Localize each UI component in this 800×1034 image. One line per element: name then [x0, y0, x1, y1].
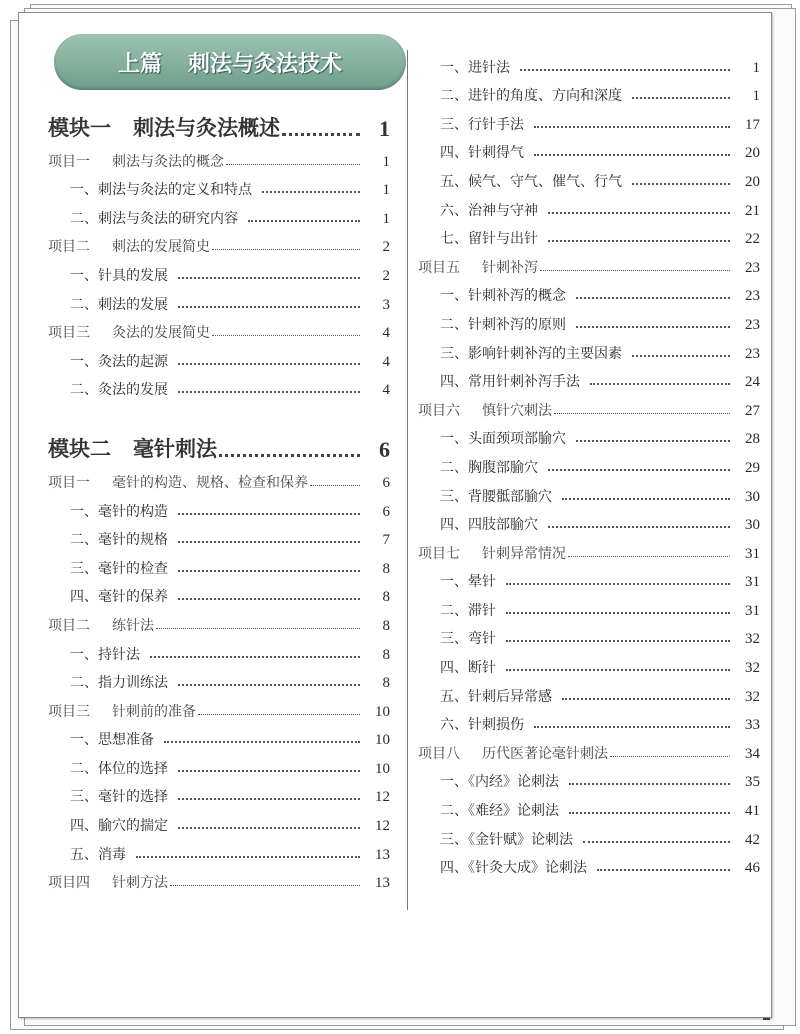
toc-item-entry [418, 706, 760, 735]
page-number: 28 [745, 431, 760, 448]
entry-title [48, 112, 280, 142]
dot-leader [534, 126, 730, 128]
page-number: 1 [382, 182, 390, 199]
page-number: 8 [382, 675, 390, 692]
entry-title: 二、针刺补泻的原则 [440, 316, 566, 333]
entry-title: 七、留针与出针 [440, 231, 538, 248]
entry-label: 模块一 [48, 116, 111, 140]
page-number: 46 [745, 860, 760, 877]
dot-leader [506, 612, 730, 614]
page-number: 8 [382, 617, 390, 634]
toc-item-entry [418, 677, 760, 706]
dot-leader [198, 714, 360, 715]
entry-title-text: 慎针穴刺法 [482, 402, 552, 419]
toc-project-entry [48, 142, 390, 171]
entry-title [48, 472, 308, 492]
entry-title: 四、针刺得气 [440, 145, 524, 162]
dot-leader [178, 391, 360, 393]
page-number: 32 [745, 688, 760, 705]
entry-title-text: 针刺补泻 [482, 259, 538, 276]
toc-item-entry [48, 721, 390, 750]
page-number: 41 [745, 803, 760, 820]
dot-leader [569, 812, 730, 814]
entry-title: 二、滞针 [440, 602, 496, 619]
toc-item-entry [418, 420, 760, 449]
entry-title: 一、针具的发展 [70, 267, 168, 284]
page-number: 34 [745, 745, 760, 762]
entry-title: 二、体位的选择 [70, 760, 168, 777]
dot-leader [506, 669, 730, 671]
entry-label: 模块二 [48, 437, 111, 462]
page-number: 29 [745, 459, 760, 476]
dot-leader [178, 770, 360, 772]
entry-title: 三、影响针刺补泻的主要因素 [440, 345, 622, 362]
entry-title: 五、针刺后异常感 [440, 688, 552, 705]
toc-item-entry [418, 191, 760, 220]
toc-item-entry [48, 199, 390, 228]
dot-leader [178, 541, 360, 543]
entry-title [48, 236, 210, 256]
toc-item-entry [418, 506, 760, 535]
toc-item-entry [418, 77, 760, 106]
entry-title-text: 灸法的发展简史 [112, 325, 210, 342]
entry-title: 一、毫针的构造 [70, 503, 168, 520]
page-number: 31 [745, 545, 760, 562]
entry-title-text: 练针法 [112, 617, 154, 634]
dot-leader [310, 485, 360, 486]
page-number: 12 [375, 789, 390, 806]
dot-leader [506, 583, 730, 585]
entry-title: 五、消毒 [70, 846, 126, 863]
dot-leader [136, 856, 360, 858]
toc-item-entry [48, 342, 390, 371]
toc-item-entry [418, 849, 760, 878]
entry-title: 一、晕针 [440, 574, 496, 591]
dot-leader [576, 297, 730, 299]
toc-project-entry [48, 864, 390, 893]
toc-item-entry [418, 162, 760, 191]
dot-leader [248, 220, 360, 222]
entry-title-text: 针刺异常情况 [482, 545, 566, 562]
entry-title [48, 322, 210, 342]
toc-item-entry [48, 835, 390, 864]
toc-item-entry [48, 635, 390, 664]
entry-label: 项目四 [48, 875, 90, 892]
dot-leader [548, 469, 730, 471]
page-number: 3 [382, 296, 390, 313]
entry-title: 三、行针手法 [440, 116, 524, 133]
toc-right-column [418, 48, 760, 877]
page-number: 23 [745, 288, 760, 305]
entry-title [418, 543, 566, 563]
dot-leader [576, 440, 730, 442]
dot-leader [212, 335, 360, 336]
entry-label: 项目一 [48, 153, 90, 170]
page-number: 12 [375, 818, 390, 835]
entry-title: 三、毫针的检查 [70, 560, 168, 577]
entry-title: 二、毫针的规格 [70, 532, 168, 549]
toc-item-entry [48, 371, 390, 400]
toc-item-entry [418, 591, 760, 620]
page-number: 6 [382, 474, 390, 491]
toc-project-entry [48, 606, 390, 635]
entry-title: 一、进针法 [440, 59, 510, 76]
entry-title-text: 刺法的发展简史 [112, 239, 210, 256]
dot-leader [164, 741, 360, 743]
toc-item-entry [418, 448, 760, 477]
entry-label: 项目八 [418, 745, 460, 762]
toc-item-entry [418, 220, 760, 249]
dot-leader [534, 154, 730, 156]
entry-label: 项目三 [48, 703, 90, 720]
page-number: 10 [375, 732, 390, 749]
dot-leader [212, 249, 360, 250]
dot-leader [178, 277, 360, 279]
dot-leader [150, 656, 360, 658]
toc-item-entry [48, 256, 390, 285]
entry-title-text: 针刺前的准备 [112, 703, 196, 720]
entry-title-text: 历代医著论毫针刺法 [482, 745, 608, 762]
entry-title: 二、进针的角度、方向和深度 [440, 88, 622, 105]
page-number: 1 [752, 59, 760, 76]
toc-item-entry [418, 763, 760, 792]
toc-item-entry [48, 171, 390, 200]
entry-title: 一、持针法 [70, 646, 140, 663]
entry-label: 项目一 [48, 474, 90, 491]
page-number: 24 [745, 374, 760, 391]
page-number: 8 [382, 646, 390, 663]
entry-title [48, 701, 196, 721]
dot-leader [506, 640, 730, 642]
toc-item-entry [418, 105, 760, 134]
dot-leader [156, 628, 360, 629]
toc-item-entry [48, 578, 390, 607]
page-number: 20 [745, 173, 760, 190]
page-number: 1 [752, 88, 760, 105]
entry-title: 一、《内经》论刺法 [440, 774, 559, 791]
entry-label: 项目七 [418, 545, 460, 562]
toc-item-entry [48, 664, 390, 693]
entry-title: 三、弯针 [440, 631, 496, 648]
entry-title: 二、灸法的发展 [70, 382, 168, 399]
dot-leader [632, 355, 730, 357]
entry-title: 一、针刺补泻的概念 [440, 288, 566, 305]
page-number: 23 [745, 316, 760, 333]
entry-title [48, 872, 168, 892]
toc-item-entry [418, 820, 760, 849]
page-number: 32 [745, 660, 760, 677]
dot-leader [178, 570, 360, 572]
page-number: 8 [382, 560, 390, 577]
page-number: 32 [745, 631, 760, 648]
dot-leader [548, 212, 730, 214]
dot-leader [548, 240, 730, 242]
entry-title [418, 743, 608, 763]
dot-leader [597, 869, 730, 871]
toc-item-entry [418, 648, 760, 677]
toc-project-entry [48, 314, 390, 343]
dot-leader [540, 270, 730, 271]
entry-title: 三、《金针赋》论刺法 [440, 831, 573, 848]
page-number: 6 [382, 503, 390, 520]
entry-title: 三、背腰骶部腧穴 [440, 488, 552, 505]
toc-item-entry [418, 134, 760, 163]
toc-item-entry [418, 334, 760, 363]
toc-item-entry [48, 806, 390, 835]
page-number: 4 [382, 325, 390, 342]
toc-project-entry [418, 734, 760, 763]
dot-leader [562, 498, 730, 500]
dot-leader [610, 756, 730, 757]
page-number: 30 [745, 488, 760, 505]
dot-leader [178, 598, 360, 600]
entry-title: 二、胸腹部腧穴 [440, 459, 538, 476]
entry-title: 四、断针 [440, 660, 496, 677]
toc-item-entry [48, 749, 390, 778]
dot-leader [178, 798, 360, 800]
dot-leader [282, 133, 360, 136]
entry-title: 四、常用针刺补泻手法 [440, 374, 580, 391]
page-number: 27 [745, 402, 760, 419]
page-number: 21 [745, 202, 760, 219]
entry-title: 二、刺法与灸法的研究内容 [70, 210, 238, 227]
entry-title: 一、灸法的起源 [70, 353, 168, 370]
entry-title: 三、毫针的选择 [70, 789, 168, 806]
entry-title: 六、治神与守神 [440, 202, 538, 219]
dot-leader [562, 698, 730, 700]
page-number: 8 [382, 589, 390, 606]
toc-item-entry [48, 285, 390, 314]
toc-item-entry [418, 48, 760, 77]
toc-item-entry [418, 363, 760, 392]
dot-leader [569, 783, 730, 785]
entry-title-text: 刺法与灸法概述 [133, 116, 280, 140]
toc-project-entry [418, 534, 760, 563]
entry-title: 四、毫针的保养 [70, 589, 168, 606]
page-number: 23 [745, 345, 760, 362]
entry-title [48, 151, 224, 171]
entry-title-text: 毫针刺法 [133, 437, 217, 462]
page-number: 42 [745, 831, 760, 848]
dot-leader [632, 183, 730, 185]
page-number: 22 [745, 231, 760, 248]
toc-item-entry [48, 492, 390, 521]
dot-leader [178, 306, 360, 308]
toc-item-entry [418, 477, 760, 506]
page-number: 31 [745, 574, 760, 591]
page-number: 20 [745, 145, 760, 162]
toc-item-entry [418, 620, 760, 649]
dot-leader [554, 413, 730, 414]
page-number: 2 [382, 239, 390, 256]
column-divider [407, 50, 408, 910]
toc-project-entry [48, 463, 390, 492]
entry-title: 四、腧穴的揣定 [70, 818, 168, 835]
entry-title: 六、针刺损伤 [440, 717, 524, 734]
entry-title [48, 615, 154, 635]
dot-leader [178, 684, 360, 686]
page-number: 4 [382, 382, 390, 399]
dot-leader [576, 326, 730, 328]
page-number: 35 [745, 774, 760, 791]
entry-label: 项目六 [418, 402, 460, 419]
toc-module-entry [48, 98, 390, 142]
dot-leader [170, 885, 360, 886]
entry-label: 项目二 [48, 239, 90, 256]
dot-leader [583, 841, 730, 843]
entry-title: 一、刺法与灸法的定义和特点 [70, 182, 252, 199]
entry-title [418, 400, 552, 420]
part-banner [54, 34, 406, 90]
toc-project-entry [48, 228, 390, 257]
dot-leader [226, 164, 360, 165]
toc-item-entry [418, 305, 760, 334]
page-number: 1 [382, 153, 390, 170]
page-number: 6 [379, 437, 390, 463]
page-number: 2 [382, 267, 390, 284]
dot-leader [632, 97, 730, 99]
toc-project-entry [48, 692, 390, 721]
entry-title: 四、四肢部腧穴 [440, 517, 538, 534]
dot-leader [520, 69, 730, 71]
entry-label: 项目三 [48, 325, 90, 342]
page-number: 33 [745, 717, 760, 734]
page-number: 1 [382, 210, 390, 227]
dot-leader [178, 827, 360, 829]
entry-title-text: 刺法与灸法的概念 [112, 153, 224, 170]
toc-item-entry [418, 563, 760, 592]
entry-title-text: 针刺方法 [112, 875, 168, 892]
page-number: 10 [375, 760, 390, 777]
entry-title [418, 257, 538, 277]
dot-leader [178, 513, 360, 515]
page-number: 17 [745, 116, 760, 133]
page-number: 1 [379, 116, 390, 141]
dot-leader [590, 383, 730, 385]
page-number: 10 [375, 703, 390, 720]
dot-leader [219, 454, 360, 457]
dot-leader [534, 726, 730, 728]
entry-title-text: 毫针的构造、规格、检查和保养 [112, 474, 308, 491]
entry-title: 五、候气、守气、催气、行气 [440, 173, 622, 190]
toc-item-entry [48, 549, 390, 578]
page-number: 23 [745, 259, 760, 276]
dot-leader [178, 363, 360, 365]
banner-part: 上篇 [117, 51, 162, 77]
toc-project-entry [418, 248, 760, 277]
entry-title: 四、《针灸大成》论刺法 [440, 860, 587, 877]
toc-item-entry [48, 521, 390, 550]
page-number: 31 [745, 602, 760, 619]
page-number: 30 [745, 517, 760, 534]
entry-title: 二、指力训练法 [70, 675, 168, 692]
toc-item-entry [418, 791, 760, 820]
page-number: 4 [382, 353, 390, 370]
toc-left-column [48, 98, 390, 892]
page-number: 13 [375, 846, 390, 863]
entry-label: 项目二 [48, 617, 90, 634]
toc-item-entry [48, 778, 390, 807]
entry-title: 二、《难经》论刺法 [440, 803, 559, 820]
entry-title: 一、头面颈项部腧穴 [440, 431, 566, 448]
toc-module-entry [48, 419, 390, 463]
entry-label: 项目五 [418, 259, 460, 276]
page-number: 13 [375, 875, 390, 892]
toc-project-entry [418, 391, 760, 420]
dot-leader [262, 191, 360, 193]
dot-leader [548, 526, 730, 528]
entry-title [48, 433, 217, 463]
toc-item-entry [418, 277, 760, 306]
entry-title: 一、思想准备 [70, 732, 154, 749]
entry-title: 二、刺法的发展 [70, 296, 168, 313]
page-number: 7 [382, 532, 390, 549]
dot-leader [568, 556, 730, 557]
banner-title: 刺法与灸法技术 [188, 51, 343, 77]
